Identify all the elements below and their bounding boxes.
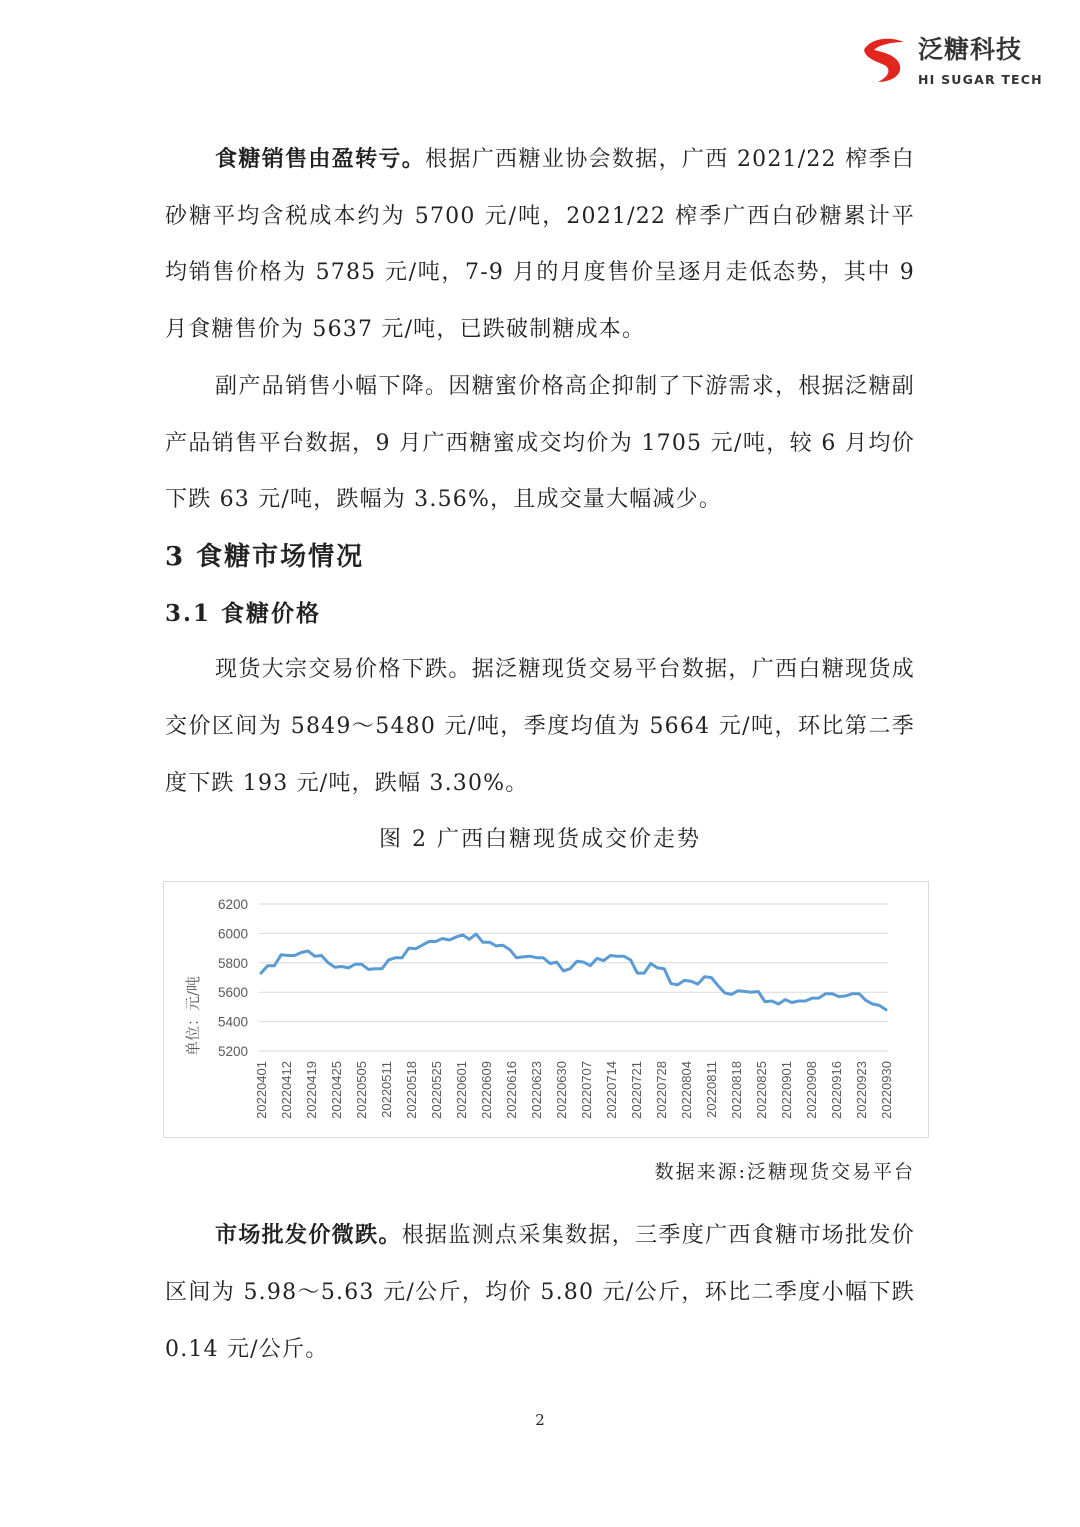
section-heading: 3 食糖市场情况: [165, 541, 365, 572]
x-tick-label: 20220930: [879, 1061, 894, 1119]
paragraph-sugar-sales: [165, 131, 915, 359]
x-tick-label: 20220818: [729, 1061, 744, 1119]
x-tick-label: 20220630: [554, 1061, 569, 1119]
figure-caption: 图 2 广西白糖现货成交价走势: [379, 827, 701, 853]
x-tick-label: 20220601: [454, 1061, 469, 1119]
y-tick-label: 6200: [217, 897, 248, 913]
chart-svg: [164, 882, 927, 1136]
x-tick-label: 20220525: [429, 1061, 444, 1119]
x-tick-label: 20220707: [579, 1061, 594, 1119]
x-tick-label: 20220923: [854, 1061, 869, 1119]
x-tick-label: 20220419: [304, 1061, 319, 1119]
price-line-chart: [163, 881, 929, 1138]
paragraph-byproduct: [165, 359, 915, 529]
figure-source: 数据来源:泛糖现货交易平台: [654, 1161, 915, 1184]
paragraph-text: 根据广西糖业协会数据，广西 2021/22 榨季白砂糖平均含税成本约为 5700 元/吨，2021/22 榨季广西白砂糖累计平均销售价格为 5785 元/吨，7-9 月的月度售价呈逐月走低态势，其中 9 月食糖售价为 5637 元/吨，已跌破制糖成本。: [165, 147, 915, 343]
x-tick-label: 20220401: [254, 1061, 269, 1119]
x-tick-label: 20220811: [704, 1061, 719, 1119]
x-tick-label: 20220425: [329, 1061, 344, 1119]
y-tick-label: 5800: [217, 955, 248, 971]
y-tick-label: 5200: [217, 1044, 248, 1060]
x-tick-label: 20220721: [629, 1061, 644, 1119]
x-tick-label: 20220511: [379, 1061, 394, 1119]
page-number: 2: [535, 1411, 545, 1430]
x-tick-label: 20220616: [504, 1061, 519, 1119]
x-tick-label: 20220901: [779, 1061, 794, 1119]
x-tick-label: 20220908: [804, 1061, 819, 1119]
page-body: [165, 0, 915, 1470]
paragraph-lead: 食糖销售由盈转亏。: [215, 146, 426, 172]
y-tick-label: 5400: [217, 1014, 248, 1030]
x-tick-label: 20220916: [829, 1061, 844, 1119]
x-tick-label: 20220825: [754, 1061, 769, 1119]
price-series-line: [261, 934, 886, 1010]
x-tick-label: 20220505: [354, 1061, 369, 1119]
logo-text-en: HI SUGAR TECH: [918, 72, 1043, 87]
x-tick-label: 20220609: [479, 1061, 494, 1119]
x-tick-label: 20220518: [404, 1061, 419, 1119]
y-tick-label: 5600: [217, 985, 248, 1001]
paragraph-wholesale: [165, 1207, 915, 1378]
x-tick-label: 20220728: [654, 1061, 669, 1119]
paragraph-text: 现货大宗交易价格下跌。据泛糖现货交易平台数据，广西白糖现货成交价区间为 5849～5480 元/吨，季度均值为 5664 元/吨，环比第二季度下跌 193 元/吨，跌幅 3.30%。: [165, 657, 915, 796]
x-tick-label: 20220623: [529, 1061, 544, 1119]
paragraph-text: 副产品销售小幅下降。因糖蜜价格高企抑制了下游需求，根据泛糖副产品销售平台数据，9 月广西糖蜜成交均价为 1705 元/吨，较 6 月均价下跌 63 元/吨，跌幅为 3.56%，且成交量大幅减少。: [165, 373, 915, 513]
x-tick-label: 20220804: [679, 1061, 694, 1119]
paragraph-text: 根据监测点采集数据，三季度广西食糖市场批发价区间为 5.98～5.63 元/公斤，均价 5.80 元/公斤，环比二季度小幅下跌 0.14 元/公斤。: [165, 1223, 915, 1362]
logo-text-cn: 泛糖科技: [918, 35, 1023, 64]
x-tick-label: 20220412: [279, 1061, 294, 1119]
y-tick-label: 6000: [217, 926, 248, 942]
y-axis-label: 单位：元/吨: [184, 976, 202, 1057]
paragraph-spot-price: [165, 642, 915, 812]
paragraph-lead: 市场批发价微跌。: [215, 1222, 402, 1249]
x-tick-label: 20220714: [604, 1061, 619, 1119]
subsection-heading: 3.1 食糖价格: [165, 599, 322, 627]
